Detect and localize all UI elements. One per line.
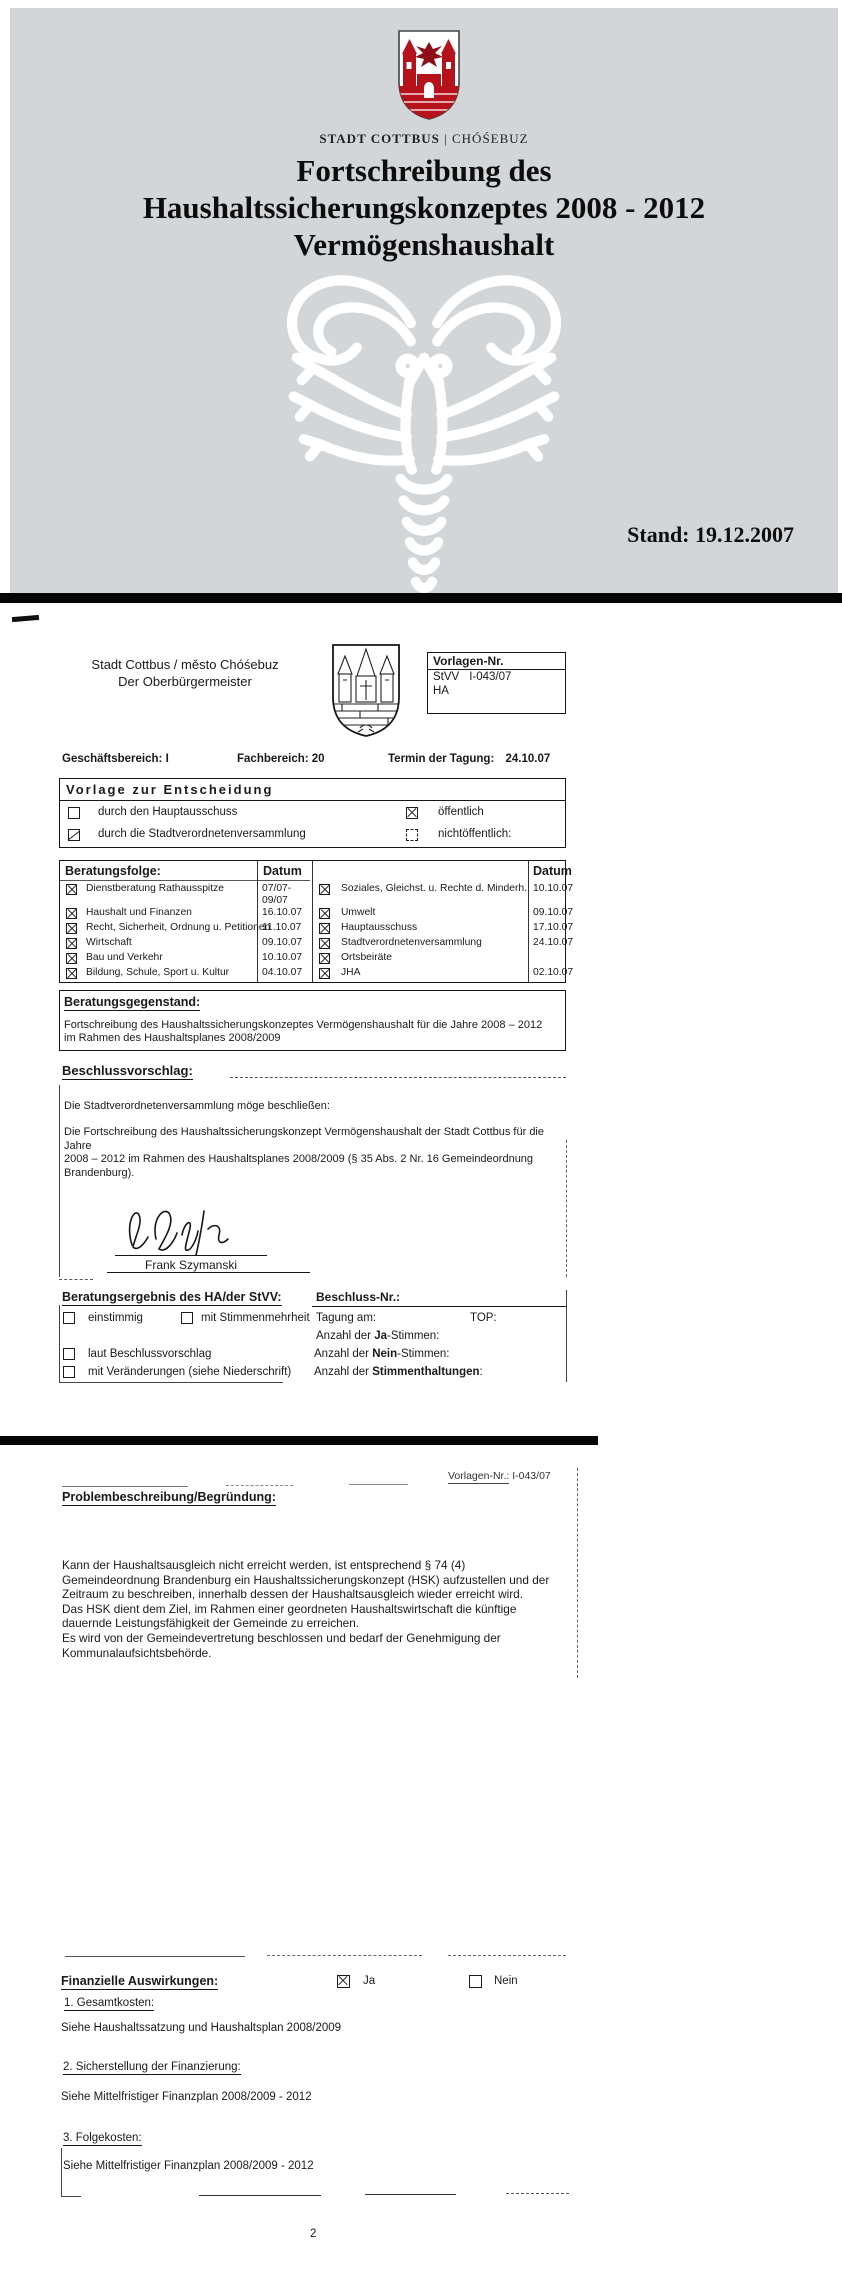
finanzierung-title: 2. Sicherstellung der Finanzierung: xyxy=(63,2061,241,2073)
scan-line-1 xyxy=(62,1486,188,1487)
city-name-separator: | xyxy=(444,131,448,146)
row-label: Umwelt xyxy=(341,907,376,918)
anzahl-stimmenthaltungen xyxy=(314,1366,483,1378)
page-divider-bar xyxy=(0,593,842,603)
cb-umwelt[interactable] xyxy=(319,908,330,919)
checkbox-einstimmig[interactable] xyxy=(63,1312,75,1324)
cb-wirtschaft[interactable] xyxy=(66,938,77,949)
termin-label: Termin der Tagung: xyxy=(388,753,495,765)
ja-bold: Ja xyxy=(374,1330,387,1342)
row-label: Ortsbeiräte xyxy=(341,952,392,963)
bottom-line-2 xyxy=(365,2194,456,2195)
row-datum: 11.10.07 xyxy=(262,922,302,933)
finanzierung-text: Siehe Mittelfristiger Finanzplan 2008/2009 - 2012 xyxy=(61,2091,312,2103)
enth-bold: Stimmenthaltungen xyxy=(372,1366,480,1378)
row-label: Dienstberatung Rathausspitze xyxy=(86,883,224,894)
scan-line-3 xyxy=(349,1484,408,1485)
vorlagen-ref xyxy=(448,1470,551,1482)
label-mit-veraenderungen: mit Veränderungen (siehe Niederschrift) xyxy=(88,1366,292,1378)
row-label: Hauptausschuss xyxy=(341,922,418,933)
row-datum: 09.10.07 xyxy=(533,907,574,918)
bottom-line-3 xyxy=(506,2193,569,2194)
folgekosten-corner xyxy=(61,2196,81,2197)
heading-rule xyxy=(230,1077,566,1078)
fin-scan-line-2 xyxy=(267,1955,422,1956)
label-oeffentlich: öffentlich xyxy=(438,806,484,818)
entscheidung-title: Vorlage zur Entscheidung xyxy=(60,779,565,801)
geschaeftsbereich-value: I xyxy=(165,753,169,765)
beschluss-nr-label: Beschluss-Nr.: xyxy=(316,1290,401,1304)
ergebnis-bottom-border xyxy=(59,1382,283,1383)
checkbox-stimmenmehrheit[interactable] xyxy=(181,1312,193,1324)
checkbox-laut-beschlussvorschlag[interactable] xyxy=(63,1348,75,1360)
nein-post: -Stimmen: xyxy=(397,1348,450,1360)
anzahl-ja-stimmen xyxy=(316,1330,439,1342)
row-label: Wirtschaft xyxy=(86,937,132,948)
vorlagen-ref-value: I-043/07 xyxy=(512,1470,551,1482)
label-laut-beschlussvorschlag: laut Beschlussvorschlag xyxy=(88,1348,212,1360)
nein-bold: Nein xyxy=(372,1348,398,1360)
vorlagen-nr-box xyxy=(427,652,566,714)
enth-post: : xyxy=(479,1366,483,1378)
geschaeftsbereich-label: Geschäftsbereich: xyxy=(62,753,163,765)
cb-bau-verkehr[interactable] xyxy=(66,953,77,964)
beratungsergebnis-title: Beratungsergebnis des HA/der StVV: xyxy=(62,1290,282,1304)
scan-line-2 xyxy=(226,1485,293,1486)
row-label: Bau und Verkehr xyxy=(86,952,163,963)
vorlagen-nummer: I-043/07 xyxy=(469,671,512,683)
checkbox-hauptausschuss[interactable] xyxy=(68,807,80,819)
fachbereich-value: 20 xyxy=(311,753,325,765)
tagung-am-label: Tagung am: xyxy=(316,1312,377,1324)
header-rule xyxy=(60,880,310,881)
geschaeftsbereich xyxy=(62,753,169,765)
vorlagen-nr-value-row xyxy=(428,670,565,684)
bottom-line-1 xyxy=(199,2195,321,2196)
anzahl-nein-stimmen xyxy=(314,1348,450,1360)
row-datum: 09.10.07 xyxy=(262,937,303,948)
beschlussvorschlag-title: Beschlussvorschlag: xyxy=(62,1063,193,1078)
row-label: JHA xyxy=(341,967,361,978)
label-nichtoeffentlich: nichtöffentlich: xyxy=(438,828,512,840)
label-ja: Ja xyxy=(363,1975,376,1987)
crayfish-watermark-icon xyxy=(256,260,592,593)
ja-pre: Anzahl der xyxy=(316,1330,375,1342)
row-label: Bildung, Schule, Sport u. Kultur xyxy=(86,967,230,978)
sender-line1: Stadt Cottbus / město Chóśebuz xyxy=(91,657,279,672)
sender-block xyxy=(60,656,310,690)
row-datum: 16.10.07 xyxy=(262,907,303,918)
page-number: 2 xyxy=(310,2228,317,2240)
cb-soziales[interactable] xyxy=(319,884,330,895)
page3-right-border xyxy=(577,1468,578,1678)
signature-line xyxy=(115,1255,267,1256)
folgekosten-title: 3. Folgekosten: xyxy=(63,2132,142,2144)
cb-dienstberatung[interactable] xyxy=(66,884,77,895)
vorschlag-p1: Die Stadtverordnetenversammlung möge beschließen: xyxy=(64,1100,330,1112)
left-page-border xyxy=(59,1085,60,1277)
checkbox-ja[interactable] xyxy=(337,1975,350,1988)
label-stimmenmehrheit: mit Stimmenmehrheit xyxy=(201,1312,310,1324)
sender-line2: Der Oberbürgermeister xyxy=(118,674,252,689)
vorlagen-nr-label: Vorlagen-Nr. xyxy=(428,653,565,670)
right-page-border xyxy=(566,1140,567,1277)
label-nein: Nein xyxy=(494,1975,518,1987)
finanzielle-auswirkungen-title: Finanzielle Auswirkungen: xyxy=(61,1974,219,1988)
cover-title-line3: Vermögenshaushalt xyxy=(293,227,555,262)
folgekosten-left-border xyxy=(61,2148,62,2196)
beratungsfolge-title: Beratungsfolge: xyxy=(65,864,161,878)
vorschlag-p2: Die Fortschreibung des Haushaltssicherungskonzept Vermögenshaushalt der Stadt Cottbus für die Jahre 2008 – 2012 im Rahmen des Haushaltsplanes 2008/2009 (§ 35 Abs. 2 Nr. 16 Gemeindeordnung Brandenburg). xyxy=(64,1126,544,1179)
scan-mark-dash xyxy=(12,615,39,622)
signature-name: Frank Szymanski xyxy=(145,1258,238,1272)
city-coat-of-arms-icon xyxy=(396,28,462,122)
row-datum: 07/07- 09/07 xyxy=(262,883,292,906)
row-datum: 17.10.07 xyxy=(533,922,574,933)
city-arms-bw-icon xyxy=(330,642,402,740)
col-divider-2 xyxy=(312,861,313,982)
datum-header-left: Datum xyxy=(263,864,302,878)
vorlagen-ha: HA xyxy=(433,685,449,697)
problem-text: Kann der Haushaltsausgleich nicht erreicht werden, ist entsprechend § 74 (4) Gemeindeordnung Brandenburg ein Haushaltssicherungskonzept (HSK) aufzustellen und der Zeitraum zu beschreiben, innerhalb dessen der Haushaltsausgleich wieder erreicht wird. Das HSK dient dem Ziel, im Rahmen einer geordneten Haushaltswirtschaft die künftige dauernde Leistungsfähigkeit der Gemeinde zu erreichen. Es wird von der Gemeindevertretung beschlossen und bedarf der Genehmigung der Kommunalaufsichtsbehörde. xyxy=(62,1558,550,1660)
city-name-line xyxy=(10,131,838,147)
termin-value: 24.10.07 xyxy=(505,753,551,765)
fachbereich xyxy=(237,753,325,765)
vorlagen-ref-label: Vorlagen-Nr.: xyxy=(448,1470,510,1482)
folgekosten-text: Siehe Mittelfristiger Finanzplan 2008/2009 - 2012 xyxy=(63,2160,314,2172)
nein-pre: Anzahl der xyxy=(314,1348,373,1360)
cb-hauptausschuss-folge[interactable] xyxy=(319,923,330,934)
row-label: Soziales, Gleichst. u. Rechte d. Minderh. xyxy=(341,883,528,894)
row-label: Recht, Sicherheit, Ordnung u. Petitionen xyxy=(86,922,271,933)
checkbox-mit-veraenderungen[interactable] xyxy=(63,1366,75,1378)
cb-recht-sicherheit[interactable] xyxy=(66,923,77,934)
beratungsgegenstand-title: Beratungsgegenstand: xyxy=(64,995,201,1009)
beratungsgegenstand-text: Fortschreibung des Haushaltssicherungskonzeptes Vermögenshaushalt für die Jahre 2008 – 2012 im Rahmen des Haushaltsplanes 2008/2009 xyxy=(64,1019,543,1044)
city-name-bold: STADT COTTBUS xyxy=(319,131,440,146)
enth-pre: Anzahl der xyxy=(314,1366,373,1378)
ergebnis-right-border xyxy=(566,1290,567,1382)
signature-name-line xyxy=(107,1272,310,1273)
problem-title: Problembeschreibung/Begründung: xyxy=(62,1490,276,1504)
row-label: Haushalt und Finanzen xyxy=(86,907,192,918)
row-datum: 04.10.07 xyxy=(262,967,303,978)
ergebnis-left-border xyxy=(59,1305,60,1382)
cover-title-line1: Fortschreibung des xyxy=(296,153,552,188)
top-label: TOP: xyxy=(470,1312,497,1324)
cover-title xyxy=(10,152,838,263)
checkbox-nichtoeffentlich[interactable] xyxy=(406,829,418,841)
cb-haushalt-finanzen[interactable] xyxy=(66,908,77,919)
cover-title-line2: Haushaltssicherungskonzeptes 2008 - 2012 xyxy=(142,190,706,225)
row-datum: 10.10.07 xyxy=(262,952,303,963)
scan-dash xyxy=(59,1279,93,1280)
city-name-sorbian: CHÓŚEBUZ xyxy=(452,131,529,146)
row-datum: 10.10.07 xyxy=(533,883,574,894)
cb-stvv-folge[interactable] xyxy=(319,938,330,949)
cover-page xyxy=(10,8,838,593)
termin-der-tagung xyxy=(388,753,550,765)
beratungsfolge-table xyxy=(59,860,574,983)
entscheidung-box xyxy=(59,778,566,848)
label-einstimmig: einstimmig xyxy=(88,1312,143,1324)
vorlagen-gremium: StVV xyxy=(433,671,460,683)
label-hauptausschuss: durch den Hauptausschuss xyxy=(98,806,238,818)
gesamtkosten-text: Siehe Haushaltssatzung und Haushaltsplan 2008/2009 xyxy=(61,2022,342,2034)
beschluss-nr-rule xyxy=(312,1306,566,1307)
ja-post: -Stimmen: xyxy=(386,1330,440,1342)
fin-scan-line-1 xyxy=(65,1956,245,1957)
checkbox-nein[interactable] xyxy=(469,1975,482,1988)
page-divider-bar-2 xyxy=(0,1436,598,1445)
col-divider-3 xyxy=(528,861,529,982)
datum-header-right: Datum xyxy=(533,864,572,878)
cb-jha[interactable] xyxy=(319,968,330,979)
cb-bildung-schule[interactable] xyxy=(66,968,77,979)
checkbox-oeffentlich[interactable] xyxy=(406,807,418,819)
row-datum: 02.10.07 xyxy=(533,967,574,978)
beratungsgegenstand-box xyxy=(59,990,566,1051)
fachbereich-label: Fachbereich: xyxy=(237,753,309,765)
signature-scribble-icon xyxy=(122,1203,240,1259)
document-date-stand: Stand: 19.12.2007 xyxy=(627,522,794,547)
label-stadtverordnetenversammlung: durch die Stadtverordnetenversammlung xyxy=(98,828,306,840)
checkbox-stadtverordnetenversammlung[interactable] xyxy=(68,829,80,841)
row-label: Stadtverordnetenversammlung xyxy=(341,937,482,948)
fin-scan-line-3 xyxy=(448,1955,566,1956)
cb-ortsbeiraete[interactable] xyxy=(319,953,330,964)
gesamtkosten-title: 1. Gesamtkosten: xyxy=(64,1997,155,2009)
row-datum: 24.10.07 xyxy=(533,937,574,948)
